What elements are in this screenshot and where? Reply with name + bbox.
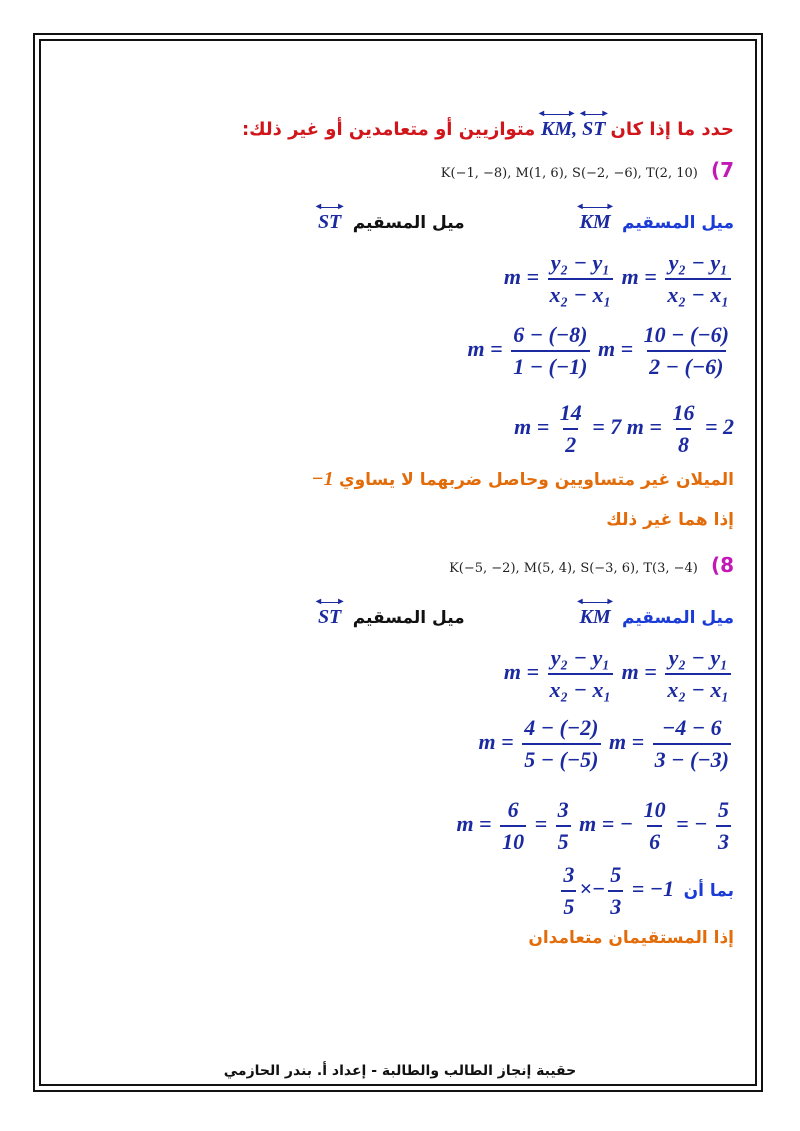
footer-credit: حقيبة إنجاز الطالب والطالبة - إعداد أ. بندر الحازمي [223, 1063, 577, 1079]
line-km-label: ◂ ▸ KM, ◂ ▸ ST [539, 108, 608, 140]
instruction-suffix: متوازيين أو متعامدين أو غير ذلك: [241, 119, 536, 140]
problem-7-slope-km-label: ميل المسقيم [622, 213, 734, 233]
problem-7-line-km: ◂ ▸ KM [577, 201, 613, 233]
problem-8-substitution-line: m = $\frac{4 - (-2)}{5 - (-5)}$ m = $\frac{-4 - 6}{3 - (-3)}$ [478, 715, 729, 772]
problem-8-header [449, 553, 734, 577]
problem-8-result-line: m = $\frac{6}{10}$ = $\frac{3}{5}$ m = − $\frac{10}{6}$ = − $\frac{5}{3}$ [456, 797, 729, 854]
problem-8-since-label: بما أن [683, 881, 734, 902]
instruction-heading [241, 108, 734, 141]
problem-8-line-st: ◂ ▸ ST [315, 596, 344, 628]
problem-7-substitution-line: m = $\frac{6 - (-8)}{1 - (-1)}$ m = $\frac{10 - (-6)}{2 - (-6)}$ [467, 322, 729, 379]
problem-7-number: (7 [710, 158, 734, 182]
problem-7-conclusion-2: إذا هما غير ذلك [606, 510, 734, 530]
problem-8-slope-km-label: ميل المسقيم [622, 608, 734, 628]
problem-7-slope-labels [315, 201, 734, 234]
problem-8-slope-st-label: ميل المسقيم [352, 608, 465, 628]
problem-7-conclusion-1: −1 الميلان غير متساويين وحاصل ضربهما لا يساوي [311, 468, 734, 490]
problem-8-slope-labels [315, 596, 734, 629]
problem-7-slope-st-label: ميل المسقيم [352, 213, 465, 233]
problem-8-formula-line: m = $\frac{\text{y₂ − y₁}}{\text{x₂ − x₁}}$ m = $\frac{\text{y₂ − y₁}}{\text{x₂ − x₁}}$ [503, 645, 729, 702]
problem-8-product-line: $\frac{3}{5}$ ×− $\frac{5}{3}$ = −1 بما أن [563, 862, 734, 919]
problem-8-number: (8 [710, 553, 734, 577]
problem-7-formula-line: m = $\frac{\text{y₂ − y₁}}{\text{x₂ − x₁}}$ m = $\frac{\text{y₂ − y₁}}{\text{x₂ − x₁}}$ [503, 250, 729, 307]
problem-8-line-km: ◂ ▸ KM [577, 596, 613, 628]
problem-8-points: K(−5, −2), M(5, 4), S(−3, 6), T(3, −4) [449, 561, 698, 576]
problem-7-line-st: ◂ ▸ ST [315, 201, 344, 233]
problem-8-conclusion: إذا المستقيمان متعامدان [528, 928, 734, 948]
problem-7-points: K(−1, −8), M(1, 6), S(−2, −6), T(2, 10) [440, 166, 698, 181]
problem-7-header [441, 158, 734, 182]
instruction-prefix: حدد ما إذا كان [610, 119, 734, 140]
problem-7-result-line: m = $\frac{14}{2}$ = 7 m = $\frac{16}{8}$ = 2 [514, 400, 734, 457]
